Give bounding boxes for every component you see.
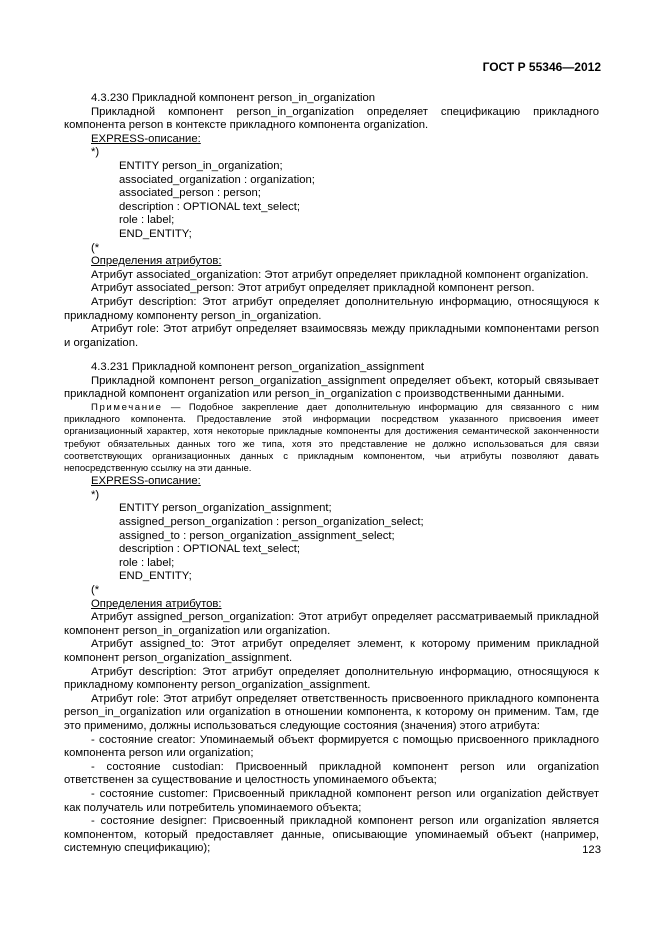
- express-label-231: EXPRESS-описание:: [91, 475, 201, 488]
- express-open-231: *): [91, 488, 100, 501]
- role-state: - состояние customer: Присвоенный прикладной компонент person или organization действует как получатель или потребитель упоминаемого объекта;: [64, 787, 599, 814]
- note-block: [64, 402, 599, 475]
- express-line: role : label;: [119, 556, 175, 569]
- page-content: [64, 92, 599, 856]
- express-line: description : OPTIONAL text_select;: [119, 200, 301, 213]
- express-line: associated_person : person;: [119, 187, 261, 200]
- role-state: - состояние designer: Присвоенный прикладной компонент person или organization является компонентом, который предоставляет данные, описывающие упоминаемый объект (например, системную спецификацию);: [64, 815, 599, 855]
- express-line: END_ENTITY;: [119, 570, 192, 583]
- attr-label-230: Определения атрибутов:: [91, 255, 222, 268]
- express-open-230: *): [91, 146, 100, 159]
- attr-definition: Атрибут associated_person: Этот атрибут определяет прикладной компонент person.: [91, 282, 535, 295]
- express-line: associated_organization : organization;: [119, 173, 315, 186]
- section-intro-230: Прикладной компонент person_in_organization определяет спецификацию прикладного компонента person в контексте прикладного компонента organization.: [64, 105, 599, 132]
- section-gap: [64, 350, 599, 361]
- attr-definition: Атрибут description: Этот атрибут определяет дополнительную информацию, относящуюся к прикладному компоненту person_organization_assignment.: [64, 665, 599, 692]
- section-intro-231: Прикладной компонент person_organization_assignment определяет объект, который связывает прикладной компонент organization или person_in_organization с производственными данными.: [64, 374, 599, 401]
- express-line: role : label;: [119, 214, 175, 227]
- express-line: description : OPTIONAL text_select;: [119, 543, 301, 556]
- express-line: assigned_person_organization : person_organization_select;: [119, 516, 424, 529]
- attr-definition: Атрибут assigned_person_organization: Этот атрибут определяет рассматриваемый прикладной компонент person_in_organization или organization.: [64, 611, 599, 637]
- express-line: ENTITY person_in_organization;: [119, 159, 283, 172]
- express-line: END_ENTITY;: [119, 227, 192, 240]
- express-line: ENTITY person_organization_assignment;: [119, 502, 332, 515]
- express-close-231: (*: [91, 584, 100, 597]
- express-line: assigned_to : person_organization_assignment_select;: [119, 529, 395, 542]
- note-label: Примечание: [91, 402, 163, 414]
- attr-label-231: Определения атрибутов:: [91, 597, 222, 610]
- attr-definition: Атрибут assigned_to: Этот атрибут определяет элемент, к которому применим прикладной компонент person_organization_assignment.: [64, 638, 599, 664]
- attr-definition: Атрибут role: Этот атрибут определяет взаимосвязь между прикладными компонентами person и organization.: [64, 323, 599, 349]
- attr-definition: Атрибут associated_organization: Этот атрибут определяет прикладной компонент organization.: [91, 268, 589, 281]
- attr-definition: Атрибут role: Этот атрибут определяет ответственность присвоенного прикладного компонента person_in_organization или organization в отношении компонента, к которому он применим. Там, где это применимо, должны использоваться следующие состояния (значения) этого атрибута:: [64, 692, 599, 732]
- page-number: 123: [582, 844, 601, 856]
- section-title-231: 4.3.231 Прикладной компонент person_organization_assignment: [91, 361, 425, 374]
- express-label-230: EXPRESS-описание:: [91, 132, 201, 145]
- note-text: — Подобное закрепление дает дополнительную информацию для связанного с ним прикладного компонента. Предоставление этой информации посредством указанного присвоения имеет организационный характер, хотя некоторые прикладные компоненты для достижения семантической законченности требуют обязательных данных того же типа, хотя это представление не должно использоваться для связи соответствующих организационных данных с прикладным компонентом, чьи атрибуты позволяют давать непосредственную ссылку на эти данные.: [64, 402, 599, 475]
- document-code-header: ГОСТ Р 55346—2012: [482, 60, 601, 74]
- role-state: - состояние creator: Упоминаемый объект формируется с помощью присвоенного прикладного компонента person или organization;: [64, 733, 599, 760]
- section-title-230: 4.3.230 Прикладной компонент person_in_organization: [91, 92, 376, 104]
- role-state: - состояние custodian: Присвоенный прикладной компонент person или organization ответственен за существование и целостность упоминаемого объекта;: [64, 760, 599, 787]
- attr-definition: Атрибут description: Этот атрибут определяет дополнительную информацию, относящуюся к прикладному компоненту person_in_organization.: [64, 295, 599, 322]
- express-close-230: (*: [91, 241, 100, 254]
